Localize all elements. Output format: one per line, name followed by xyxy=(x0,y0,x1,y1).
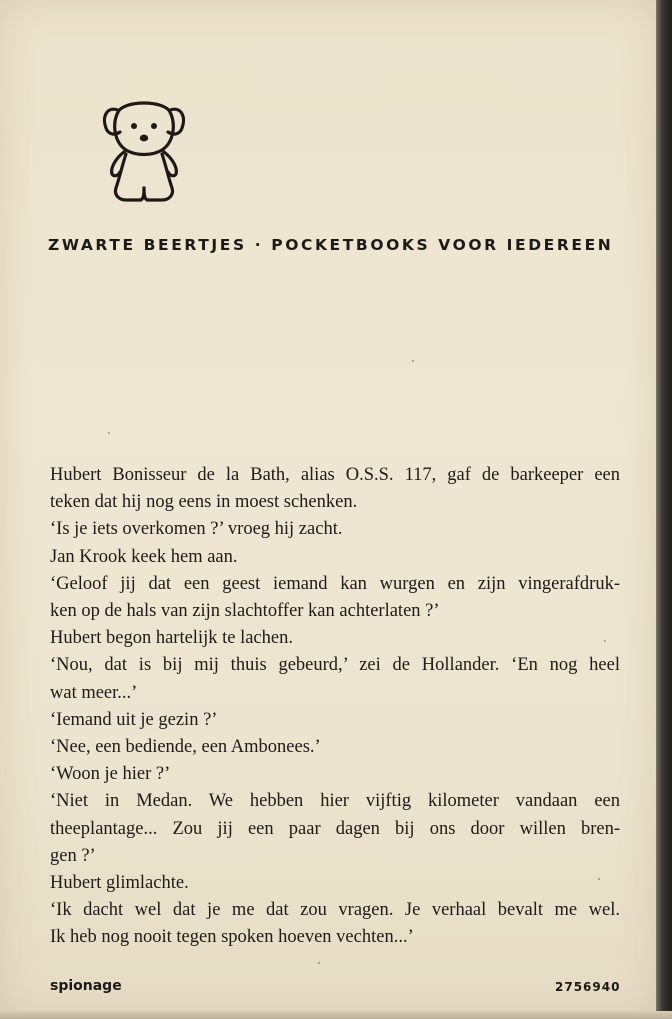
story-line: ‘Nee, een bediende, een Ambonees.’ xyxy=(50,737,321,758)
story-line: Ik heb nog nooit tegen spoken hoeven vechten...’ xyxy=(50,927,414,948)
story-line: teken dat hij nog eens in moest schenken. xyxy=(50,492,358,513)
story-line: ‘Is je iets overkomen ?’ vroeg hij zacht. xyxy=(50,519,343,540)
story-line: Hubert glimlachte. xyxy=(50,873,189,894)
book-spine xyxy=(656,0,672,1019)
story-line: wat meer...’ xyxy=(50,682,138,703)
story-line: Jan Krook keek hem aan. xyxy=(50,546,238,567)
story-line: ‘Iemand uit je gezin ?’ xyxy=(50,709,218,730)
story-line: gen ?’ xyxy=(50,845,96,866)
story-line: Hubert begon hartelijk te lachen. xyxy=(50,628,293,649)
catalog-code: 2756940 xyxy=(555,980,621,994)
back-cover-text xyxy=(50,462,620,952)
story-line: ‘Niet in Medan. We hebben hier vijftig kilometer vandaan een xyxy=(50,791,620,812)
story-line: ‘Woon je hier ?’ xyxy=(50,764,171,785)
story-line: theeplantage... Zou jij een paar dagen bij ons door willen bren- xyxy=(50,818,620,839)
bear-icon xyxy=(100,96,190,204)
paper-speck xyxy=(318,962,320,964)
story-line: Hubert Bonisseur de la Bath, alias O.S.S. 117, gaf de barkeeper een xyxy=(50,465,620,485)
story-line: ‘Geloof jij dat een geest iemand kan wurgen en zijn vingerafdruk- xyxy=(50,573,620,594)
story-line: ken op de hals van zijn slachtoffer kan achterlaten ?’ xyxy=(50,601,440,622)
paper-speck xyxy=(108,432,110,434)
genre-label: spionage xyxy=(50,978,122,994)
page-edge xyxy=(0,1011,672,1019)
paper-speck xyxy=(412,360,414,362)
story-line: ‘Nou, dat is bij mij thuis gebeurd,’ zei de Hollander. ‘En nog heel xyxy=(50,655,620,676)
story-line: ‘Ik dacht wel dat je me dat zou vragen. Je verhaal bevalt me wel. xyxy=(50,900,620,921)
series-title: ZWARTE BEERTJES · POCKETBOOKS VOOR IEDEREEN xyxy=(48,236,614,254)
